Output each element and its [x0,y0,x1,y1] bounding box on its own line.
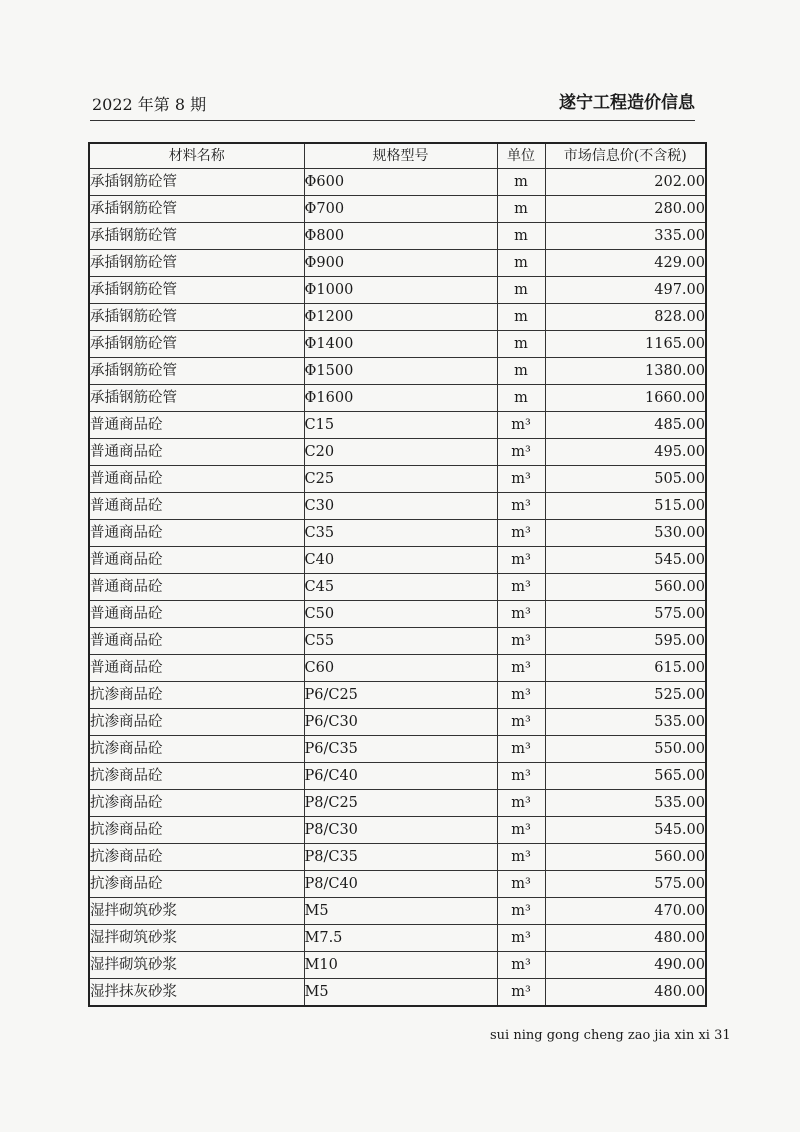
cell-spec: Φ700 [304,196,497,223]
cell-price: 515.00 [545,493,706,520]
cell-price: 1165.00 [545,331,706,358]
table-row [89,790,706,817]
cell-spec: M5 [304,898,497,925]
table-row [89,250,706,277]
cell-unit: m³ [497,844,545,871]
cell-material-name: 承插钢筋砼管 [89,385,304,412]
cell-material-name: 普通商品砼 [89,520,304,547]
cell-unit: m³ [497,871,545,898]
cell-price: 470.00 [545,898,706,925]
cell-price: 480.00 [545,979,706,1007]
cell-unit: m³ [497,790,545,817]
cell-material-name: 普通商品砼 [89,439,304,466]
cell-unit: m³ [497,412,545,439]
cell-material-name: 抗渗商品砼 [89,682,304,709]
header-rule [90,120,695,121]
cell-unit: m³ [497,628,545,655]
cell-price: 545.00 [545,817,706,844]
cell-spec: P6/C30 [304,709,497,736]
cell-unit: m [497,196,545,223]
cell-unit: m [497,223,545,250]
cell-price: 575.00 [545,601,706,628]
table-body [89,169,706,1007]
cell-spec: C50 [304,601,497,628]
cell-unit: m³ [497,466,545,493]
cell-price: 490.00 [545,952,706,979]
cell-material-name: 承插钢筋砼管 [89,223,304,250]
cell-unit: m³ [497,736,545,763]
cell-material-name: 承插钢筋砼管 [89,331,304,358]
table-row [89,520,706,547]
cell-material-name: 抗渗商品砼 [89,844,304,871]
table-row [89,331,706,358]
cell-price: 485.00 [545,412,706,439]
cell-material-name: 普通商品砼 [89,628,304,655]
table-row [89,196,706,223]
cell-price: 828.00 [545,304,706,331]
cell-price: 535.00 [545,790,706,817]
cell-material-name: 湿拌砌筑砂浆 [89,925,304,952]
publication-title: 遂宁工程造价信息 [559,93,695,113]
table-row [89,547,706,574]
cell-unit: m³ [497,898,545,925]
cell-spec: C60 [304,655,497,682]
table-header-row [89,143,706,169]
cell-material-name: 抗渗商品砼 [89,817,304,844]
cell-spec: M5 [304,979,497,1007]
table-row [89,385,706,412]
table-row [89,439,706,466]
cell-spec: P8/C30 [304,817,497,844]
cell-unit: m³ [497,574,545,601]
cell-spec: C30 [304,493,497,520]
cell-unit: m [497,277,545,304]
column-header-spec: 规格型号 [304,143,497,169]
cell-unit: m [497,169,545,196]
cell-spec: Φ1600 [304,385,497,412]
table-row [89,277,706,304]
cell-spec: C45 [304,574,497,601]
cell-price: 202.00 [545,169,706,196]
table-row [89,817,706,844]
table-row [89,601,706,628]
cell-material-name: 抗渗商品砼 [89,736,304,763]
column-header-name: 材料名称 [89,143,304,169]
cell-unit: m³ [497,601,545,628]
cell-unit: m³ [497,520,545,547]
issue-label: 2022 年第 8 期 [92,95,207,114]
cell-unit: m³ [497,925,545,952]
cell-spec: C35 [304,520,497,547]
cell-material-name: 抗渗商品砼 [89,709,304,736]
cell-price: 335.00 [545,223,706,250]
cell-spec: C15 [304,412,497,439]
cell-price: 565.00 [545,763,706,790]
cell-material-name: 抗渗商品砼 [89,790,304,817]
cell-price: 495.00 [545,439,706,466]
cell-spec: Φ800 [304,223,497,250]
table-row [89,466,706,493]
column-header-price: 市场信息价(不含税) [545,143,706,169]
cell-spec: P8/C25 [304,790,497,817]
cell-spec: Φ900 [304,250,497,277]
cell-spec: Φ1400 [304,331,497,358]
cell-spec: Φ600 [304,169,497,196]
cell-price: 560.00 [545,844,706,871]
cell-spec: C25 [304,466,497,493]
cell-material-name: 承插钢筋砼管 [89,250,304,277]
price-table [88,142,707,1007]
cell-material-name: 承插钢筋砼管 [89,358,304,385]
cell-material-name: 承插钢筋砼管 [89,196,304,223]
cell-spec: C40 [304,547,497,574]
cell-unit: m [497,250,545,277]
cell-unit: m³ [497,709,545,736]
cell-unit: m [497,304,545,331]
cell-material-name: 承插钢筋砼管 [89,169,304,196]
cell-spec: M10 [304,952,497,979]
cell-spec: P6/C35 [304,736,497,763]
cell-spec: P8/C40 [304,871,497,898]
cell-material-name: 普通商品砼 [89,547,304,574]
cell-material-name: 普通商品砼 [89,601,304,628]
cell-spec: P6/C25 [304,682,497,709]
cell-spec: Φ1200 [304,304,497,331]
cell-material-name: 普通商品砼 [89,412,304,439]
cell-material-name: 普通商品砼 [89,466,304,493]
cell-price: 535.00 [545,709,706,736]
table-row [89,223,706,250]
column-header-unit: 单位 [497,143,545,169]
cell-unit: m³ [497,547,545,574]
table-row [89,493,706,520]
table-row [89,412,706,439]
cell-price: 497.00 [545,277,706,304]
cell-unit: m [497,385,545,412]
cell-price: 545.00 [545,547,706,574]
cell-spec: M7.5 [304,925,497,952]
cell-unit: m³ [497,493,545,520]
cell-material-name: 普通商品砼 [89,655,304,682]
cell-price: 560.00 [545,574,706,601]
cell-unit: m³ [497,979,545,1007]
table-row [89,898,706,925]
cell-material-name: 普通商品砼 [89,493,304,520]
table-row [89,979,706,1007]
cell-price: 1380.00 [545,358,706,385]
cell-spec: C55 [304,628,497,655]
cell-unit: m³ [497,952,545,979]
cell-unit: m³ [497,682,545,709]
cell-material-name: 湿拌抹灰砂浆 [89,979,304,1007]
cell-unit: m³ [497,439,545,466]
table-row [89,682,706,709]
table-row [89,925,706,952]
table-row [89,763,706,790]
cell-unit: m [497,358,545,385]
cell-material-name: 普通商品砼 [89,574,304,601]
page-footer: sui ning gong cheng zao jia xin xi 31 [490,1028,731,1043]
table-row [89,871,706,898]
cell-spec: P6/C40 [304,763,497,790]
cell-material-name: 承插钢筋砼管 [89,277,304,304]
cell-price: 530.00 [545,520,706,547]
cell-price: 595.00 [545,628,706,655]
cell-price: 575.00 [545,871,706,898]
table-row [89,628,706,655]
table-row [89,304,706,331]
page-header [90,88,695,118]
cell-spec: Φ1500 [304,358,497,385]
cell-price: 480.00 [545,925,706,952]
cell-price: 525.00 [545,682,706,709]
table-row [89,574,706,601]
table-row [89,736,706,763]
cell-unit: m³ [497,763,545,790]
cell-unit: m³ [497,817,545,844]
cell-material-name: 湿拌砌筑砂浆 [89,898,304,925]
cell-spec: Φ1000 [304,277,497,304]
cell-spec: P8/C35 [304,844,497,871]
table-row [89,709,706,736]
cell-material-name: 抗渗商品砼 [89,871,304,898]
cell-spec: C20 [304,439,497,466]
cell-price: 280.00 [545,196,706,223]
table-row [89,844,706,871]
cell-price: 550.00 [545,736,706,763]
cell-material-name: 承插钢筋砼管 [89,304,304,331]
cell-price: 505.00 [545,466,706,493]
table-row [89,655,706,682]
cell-material-name: 湿拌砌筑砂浆 [89,952,304,979]
cell-unit: m [497,331,545,358]
table-row [89,358,706,385]
cell-price: 615.00 [545,655,706,682]
cell-price: 429.00 [545,250,706,277]
table-row [89,169,706,196]
cell-material-name: 抗渗商品砼 [89,763,304,790]
table-row [89,952,706,979]
cell-price: 1660.00 [545,385,706,412]
cell-unit: m³ [497,655,545,682]
